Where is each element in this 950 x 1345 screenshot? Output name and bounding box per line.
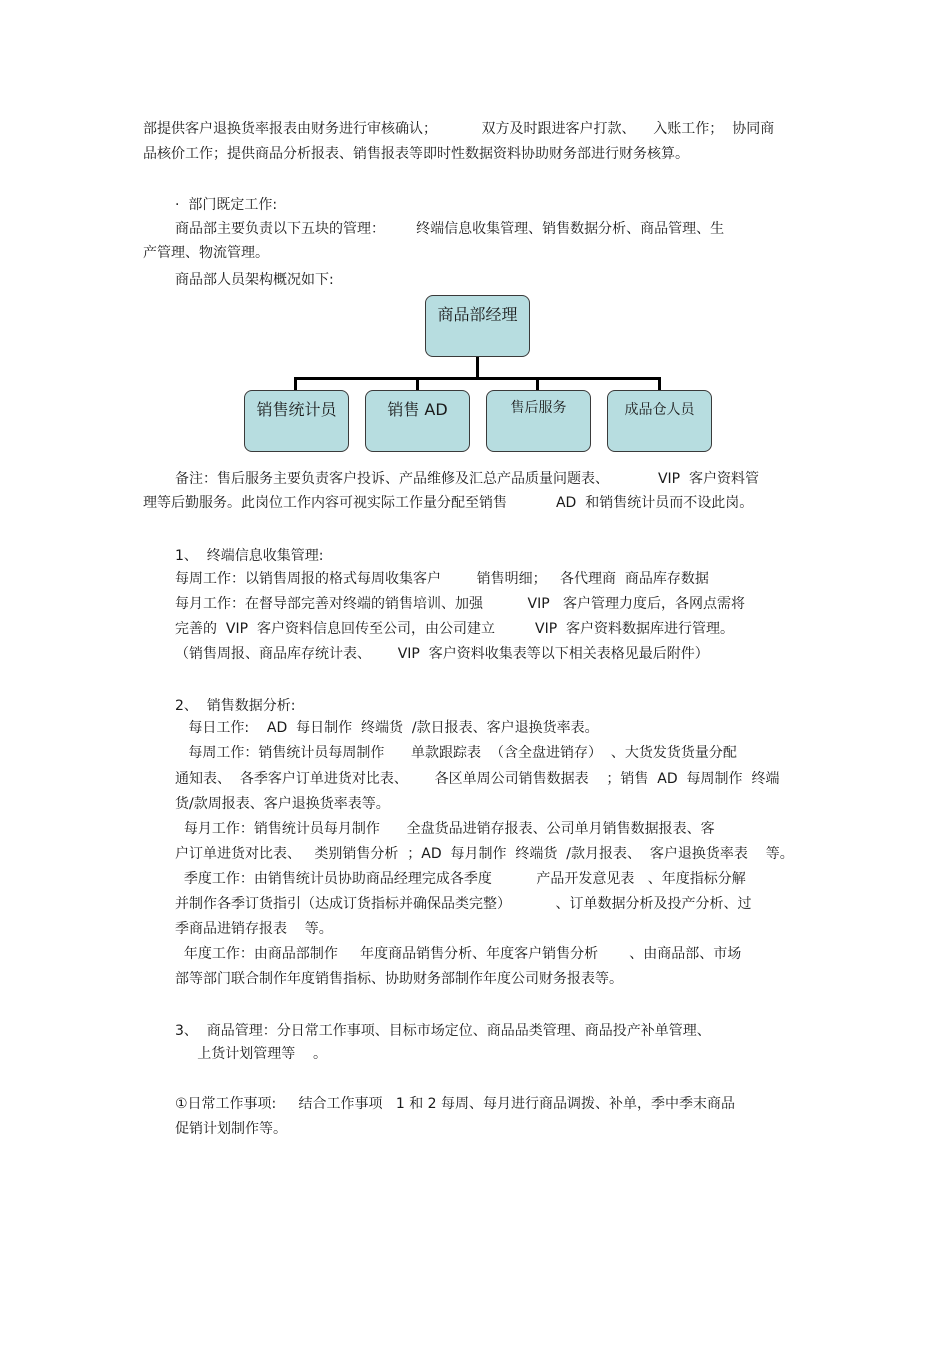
- org-node-label: 售后服务: [510, 400, 567, 416]
- section3-heading: 3、 商品管理：分日常工作事项、目标市场定位、商品品类管理、商品投产补单管理、: [175, 1023, 711, 1039]
- org-node-after-sales: [486, 390, 591, 452]
- section2-quarterly-3: 季商品进销存报表 等。: [175, 921, 333, 937]
- org-connector-horizontal: [294, 377, 661, 380]
- section2-yearly-2: 部等部门联合制作年度销售指标、协助财务部制作年度公司财务报表等。: [175, 971, 623, 987]
- section2-monthly-1: 每月工作：销售统计员每月制作 全盘货品进销存报表、公司单月销售数据报表、客: [175, 821, 715, 837]
- section1-line-3: 完善的 VIP 客户资料信息回传至公司，由公司建立 VIP 客户资料数据库进行管理。: [175, 621, 735, 637]
- org-connector-child-4: [658, 377, 661, 391]
- section1-line-4: （销售周报、商品库存统计表、 VIP 客户资料收集表等以下相关表格见最后附件）: [175, 646, 709, 662]
- section1-heading: 1、 终端信息收集管理:: [175, 548, 324, 564]
- org-connector-root: [476, 357, 479, 379]
- org-node-sales-ad: [365, 390, 470, 452]
- intro-line-2: 品核价工作；提供商品分析报表、销售报表等即时性数据资料协助财务部进行财务核算。: [143, 146, 689, 162]
- section2-weekly-2: 通知表、 各季客户订单进货对比表、 各区单周公司销售数据表 ；销售 AD 每周制作 终端: [175, 771, 780, 787]
- org-node-label: 销售统计员: [256, 400, 337, 419]
- section2-quarterly-1: 季度工作：由销售统计员协助商品经理完成各季度 产品开发意见表 、年度指标分解: [175, 871, 746, 887]
- section3-item1-line-2: 促销计划制作等。: [175, 1121, 287, 1137]
- org-connector-child-1: [294, 377, 297, 391]
- section3-item1-line-1: ①日常工作事项: 结合工作事项 1 和 2 每周、每月进行商品调拨、补单，季中季末商品: [175, 1096, 736, 1112]
- org-node-root: [425, 295, 530, 357]
- section2-weekly-3: 货/款周报表、客户退换货率表等。: [175, 796, 390, 812]
- fixed-work-line-3: 商品部人员架构概况如下:: [175, 272, 334, 288]
- org-node-warehouse-staff: [607, 390, 712, 452]
- section1-line-1: 每周工作：以销售周报的格式每周收集客户 销售明细； 各代理商 商品库存数据: [175, 571, 709, 587]
- org-node-label: 成品仓人员: [624, 402, 695, 418]
- org-node-root-label: 商品部经理: [437, 305, 518, 324]
- fixed-work-line-1: 商品部主要负责以下五块的管理： 终端信息收集管理、销售数据分析、商品管理、生: [175, 221, 725, 237]
- section2-yearly-1: 年度工作：由商品部制作 年度商品销售分析、年度客户销售分析 、由商品部、市场: [175, 946, 742, 962]
- section3-line-2: 上货计划管理等 。: [175, 1046, 328, 1062]
- section1-line-2: 每月工作：在督导部完善对终端的销售培训、加强 VIP 客户管理力度后，各网点需将: [175, 596, 745, 612]
- section2-quarterly-2: 并制作各季订货指引（达成订货指标并确保品类完整） 、订单数据分析及投产分析、过: [175, 896, 752, 912]
- note-line-1: 备注：售后服务主要负责客户投诉、产品维修及汇总产品质量问题表、 VIP 客户资料管: [175, 471, 759, 487]
- section2-daily: 每日工作: AD 每日制作 终端货 /款日报表、客户退换货率表。: [175, 720, 599, 736]
- fixed-work-heading: · 部门既定工作:: [175, 197, 278, 213]
- org-connector-child-2: [416, 377, 419, 391]
- org-node-sales-statistician: [244, 390, 349, 452]
- fixed-work-line-2: 产管理、物流管理。: [143, 245, 269, 261]
- section2-monthly-2: 户订单进货对比表、 类别销售分析 ；AD 每月制作 终端货 /款月报表、 客户退换货率表 等。: [175, 846, 794, 862]
- intro-line-1: 部提供客户退换货率报表由财务进行审核确认； 双方及时跟进客户打款、 入账工作； 协同商: [143, 121, 775, 137]
- org-connector-child-3: [536, 377, 539, 391]
- note-line-2: 理等后勤服务。此岗位工作内容可视实际工作量分配至销售 AD 和销售统计员而不设此岗。: [143, 495, 754, 511]
- org-node-label: 销售 AD: [387, 400, 448, 419]
- section2-heading: 2、 销售数据分析:: [175, 698, 296, 714]
- section2-weekly-1: 每周工作：销售统计员每周制作 单款跟踪表 （含全盘进销存） 、大货发货货量分配: [175, 745, 737, 761]
